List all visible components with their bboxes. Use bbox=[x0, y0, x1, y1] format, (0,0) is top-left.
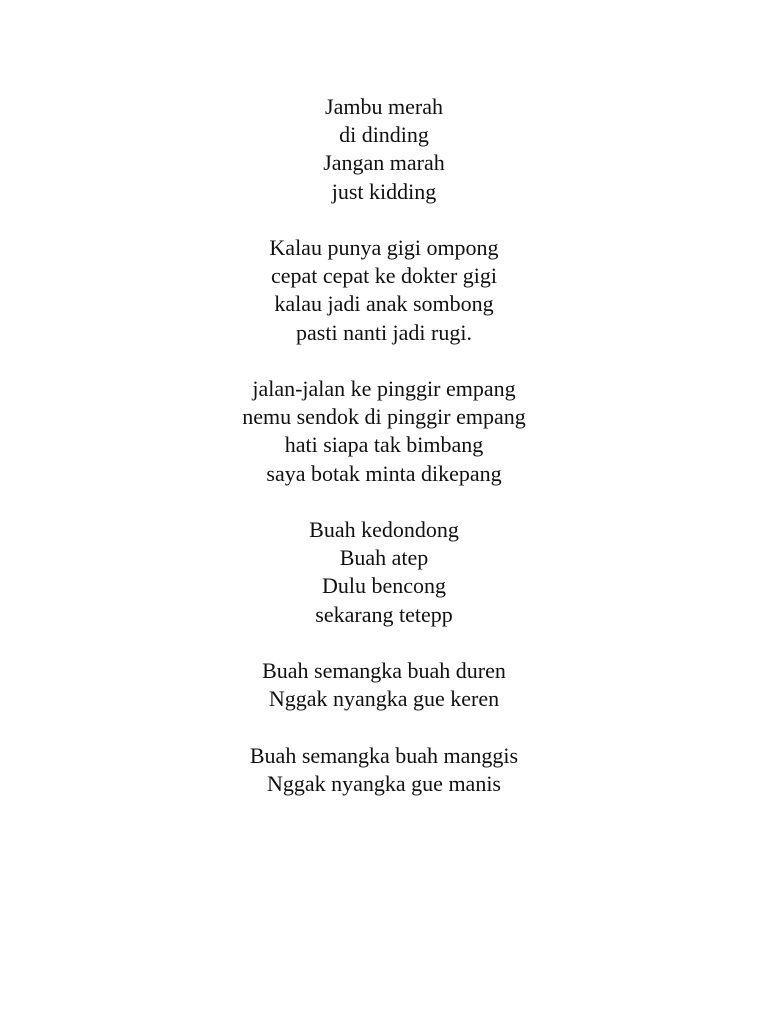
poem-line: Dulu bencong bbox=[321, 573, 447, 599]
poem-line: Buah semangka buah duren bbox=[262, 658, 506, 683]
poem-line: di dinding bbox=[339, 122, 429, 148]
poem-line: Nggak nyangka gue manis bbox=[267, 770, 501, 796]
poem-line: sekarang tetepp bbox=[315, 601, 453, 627]
poem-line: Buah semangka buah manggis bbox=[249, 742, 519, 768]
poem-line: Kalau punya gigi ompong bbox=[269, 235, 499, 260]
poem-line: pasti nanti jadi rugi. bbox=[296, 319, 472, 345]
poem-body bbox=[0, 93, 768, 826]
stanza bbox=[0, 742, 768, 798]
stanza bbox=[0, 657, 768, 713]
poem-line: kalau jadi anak sombong bbox=[274, 291, 494, 317]
stanza bbox=[0, 234, 768, 347]
poem-line: just kidding bbox=[331, 178, 437, 204]
poem-line: hati siapa tak bimbang bbox=[284, 432, 484, 458]
stanza bbox=[0, 375, 768, 488]
poem-line: Jangan marah bbox=[323, 150, 445, 176]
stanza bbox=[0, 93, 768, 206]
poem-line: Nggak nyangka gue keren bbox=[268, 686, 500, 712]
stanza bbox=[0, 516, 768, 629]
poem-line: Jambu merah bbox=[325, 94, 443, 119]
poem-line: jalan-jalan ke pinggir empang bbox=[252, 376, 516, 401]
poem-line: cepat cepat ke dokter gigi bbox=[270, 263, 497, 289]
poem-line: saya botak minta dikepang bbox=[266, 460, 502, 486]
poem-line: Buah kedondong bbox=[309, 517, 459, 542]
poem-line: Buah atep bbox=[339, 545, 429, 571]
poem-line: nemu sendok di pinggir empang bbox=[242, 404, 526, 430]
